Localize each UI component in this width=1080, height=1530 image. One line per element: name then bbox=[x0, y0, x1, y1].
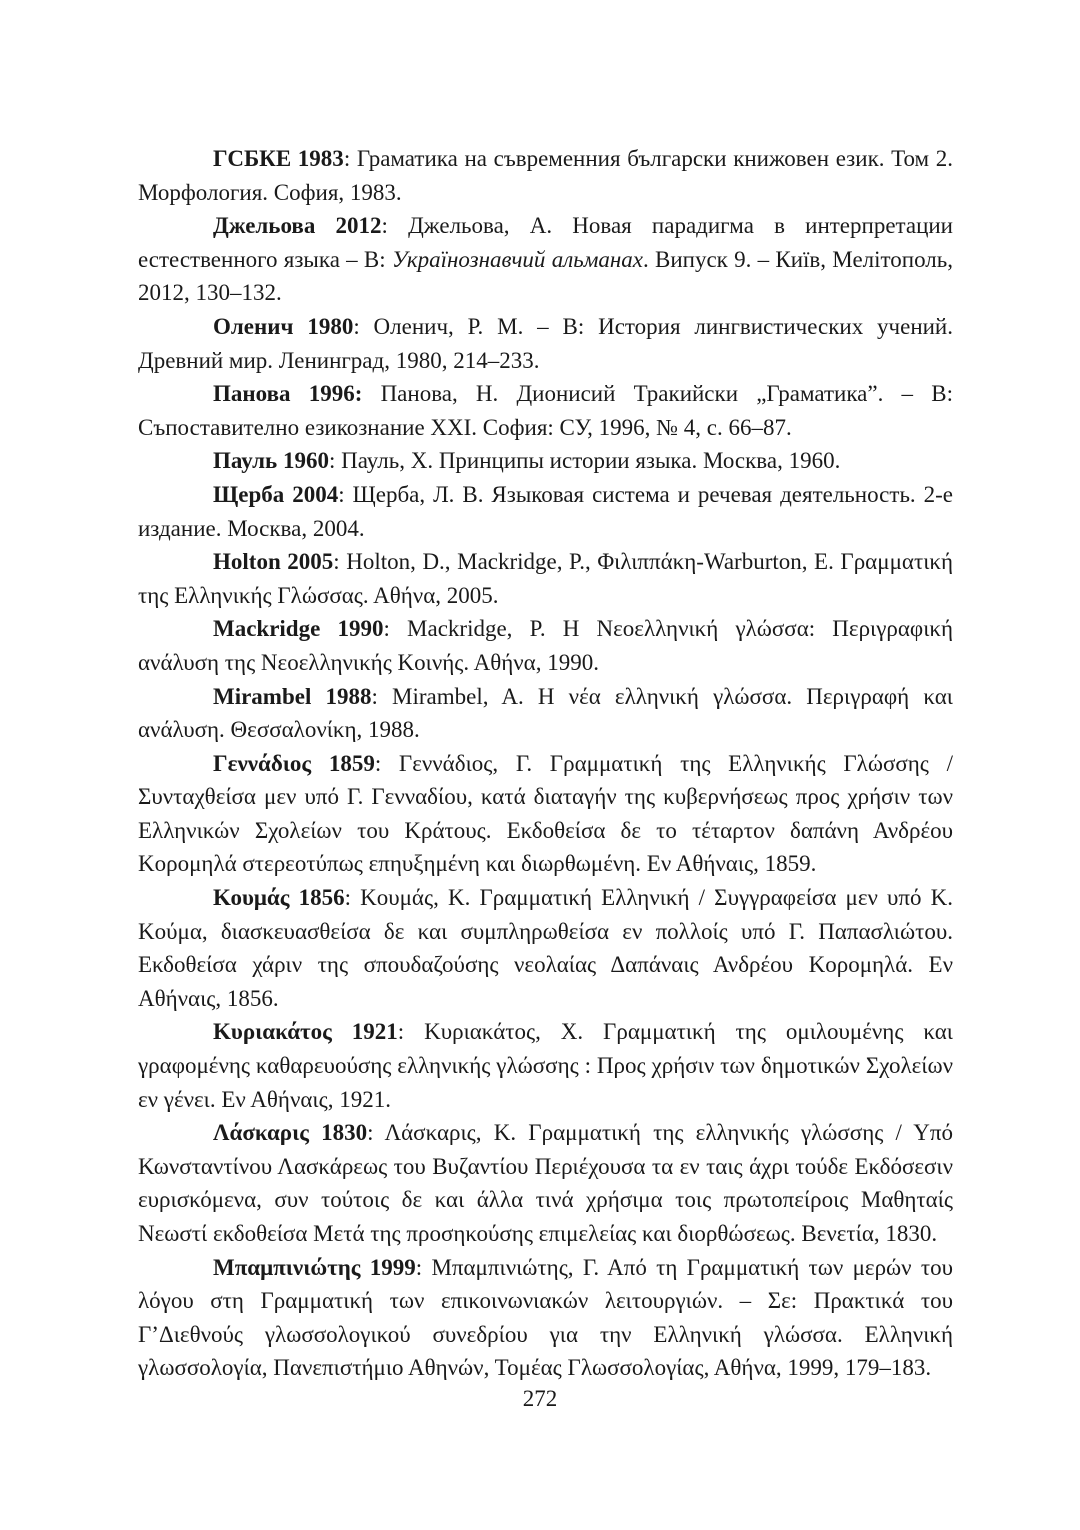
entry-text: : Λάσκαρις, Κ. Γραμματική της ελληνικής γλώσσης / Υπό Κωνσταντίνου Λασκάρεως του Βυζαντίου Περιέχουσα τα εν ταις άχρι τούδε Εκδόσεσιν ευρισκόμενα, συν τούτοις δε και άλλα τινά χρήσιμα τοις πρωτοπείροις Μαθηταίς Νεωστί εκδοθείσα Μετά της προσηκούσης επιμελείας και διορθώσεως. Βενετία, 1830. bbox=[138, 1120, 954, 1246]
page-number: 272 bbox=[522, 1386, 558, 1411]
bibliography-entry bbox=[138, 1251, 953, 1385]
entry-text: : Mackridge, P. Η Νεοελληνική γλώσσα: Περιγραφική ανάλυση της Νεοελληνικής Κοινής. Αθήνα, 1990. bbox=[138, 616, 954, 675]
entry-author: Панова 1996: bbox=[213, 381, 363, 407]
bibliography-entry bbox=[138, 209, 953, 310]
bibliography-list bbox=[138, 142, 953, 1385]
entry-author: Λάσκαρις 1830 bbox=[213, 1120, 368, 1146]
entry-text: : Γεννάδιος, Γ. Γραμματική της Ελληνικής Γλώσσης / Συνταχθείσα μεν υπό Γ. Γενναδίου, κατά διαταγήν της κυβερνήσεως προς χρήσιν των Ελληνικών Σχολείων του Κράτους. Εκδοθείσα δε το τέταρτον δαπάνη Ανδρέου Κορομηλά στερεοτύπως επηυξημένη και διωρθωμένη. Εν Αθήναις, 1859. bbox=[138, 750, 953, 877]
bibliography-entry bbox=[138, 142, 953, 209]
bibliography-entry bbox=[138, 1015, 953, 1116]
bibliography-entry bbox=[138, 747, 953, 881]
bibliography-entry bbox=[138, 1116, 953, 1250]
entry-author: Μπαμπινιώτης 1999 bbox=[213, 1254, 416, 1280]
entry-text: : Щерба, Л. В. Языковая система и речевая деятельность. 2-е издание. Москва, 2004. bbox=[138, 481, 953, 541]
entry-author: Γεννάδιος 1859 bbox=[213, 750, 375, 776]
entry-author: ГСБКЕ 1983 bbox=[213, 146, 344, 171]
entry-text: : Κουμάς, Κ. Γραμματική Ελληνική / Συγγραφείσα μεν υπό Κ. Κούμα, διασκευασθείσα δε και συμπληρωθείσα εν πολλοίς υπό Γ. Παπασλιώτου. Εκδοθείσα χάριν της σπουδαζούσης νεολαίας Δαπάναις Ανδρέου Κορομηλά. Εν Αθήναις, 1856. bbox=[138, 885, 953, 1011]
bibliography-entry bbox=[138, 377, 953, 444]
entry-author: Κουμάς 1856 bbox=[213, 885, 345, 911]
entry-text: : Mirambel, A. Η νέα ελληνική γλώσσα. Περιγραφή και ανάλυση. Θεσσαλονίκη, 1988. bbox=[138, 683, 953, 743]
entry-author: Оленич 1980 bbox=[213, 313, 354, 339]
bibliography-entry bbox=[138, 478, 953, 545]
entry-author: Джельова 2012 bbox=[213, 213, 382, 239]
entry-author: Mirambel 1988 bbox=[213, 683, 372, 709]
entry-text: : Holton, D., Mackridge, P., Φιλιππάκη-Warburton, E. Γραμματική της Ελληνικής Γλώσσας. Αθήνα, 2005. bbox=[138, 549, 953, 608]
bibliography-entry bbox=[138, 444, 953, 478]
entry-author: Mackridge 1990 bbox=[213, 616, 384, 642]
entry-author: Κυριακάτος 1921 bbox=[213, 1019, 398, 1045]
entry-text: : Джельова, А. Новая парадигма в интерпретации естественного языка – В: bbox=[138, 213, 953, 272]
entry-text: : Μπαμπινιώτης, Γ. Από τη Γραμματική των μερών του λόγου στη Γραμματική των επικοινωνιακών λειτουργιών. – Σε: Πρακτικά του Γ’Διεθνούς γλωσσολογικού συνεδρίου για την Ελληνική γλώσσα. Ελληνική γλωσσολογία, Πανεπιστήμιο Αθηνών, Τομέας Γλωσσολογίας, Αθήνα, 1999, 179–183. bbox=[138, 1254, 953, 1381]
entry-text: : Пауль, Х. Принципы истории языка. Москва, 1960. bbox=[328, 448, 841, 474]
entry-text: : Оленич, Р. М. – В: История лингвистических учений. Древний мир. Ленинград, 1980, 214–233. bbox=[138, 313, 953, 373]
bibliography-entry bbox=[138, 545, 953, 612]
entry-author: Щерба 2004 bbox=[213, 481, 339, 507]
entry-text: Панова, Н. Дионисий Тракийски „Граматика”. – В: Съпоставително езикознание XXI. София: СУ, 1996, № 4, с. 66–87. bbox=[138, 381, 953, 440]
bibliography-entry bbox=[138, 612, 953, 679]
entry-text: : Κυριακάτος, Χ. Γραμματική της ομιλουμένης και γραφομένης καθαρευούσης ελληνικής γλώσσης : Προς χρήσιν των δημοτικών Σχολείων εν γένει. Εν Αθήναις, 1921. bbox=[138, 1019, 953, 1112]
entry-author: Пауль 1960 bbox=[213, 448, 329, 474]
entry-title-italic: Українознавчий альманах bbox=[391, 246, 643, 272]
entry-text: : Граматика на съвременния български книжовен език. Том 2. Морфология. София, 1983. bbox=[138, 146, 953, 205]
bibliography-entry bbox=[138, 881, 953, 1015]
bibliography-entry bbox=[138, 680, 953, 747]
entry-author: Holton 2005 bbox=[213, 549, 334, 575]
entry-text-continued: . Випуск 9. – Київ, Мелітополь, 2012, 130–132. bbox=[138, 246, 953, 306]
bibliography-entry bbox=[138, 310, 953, 377]
